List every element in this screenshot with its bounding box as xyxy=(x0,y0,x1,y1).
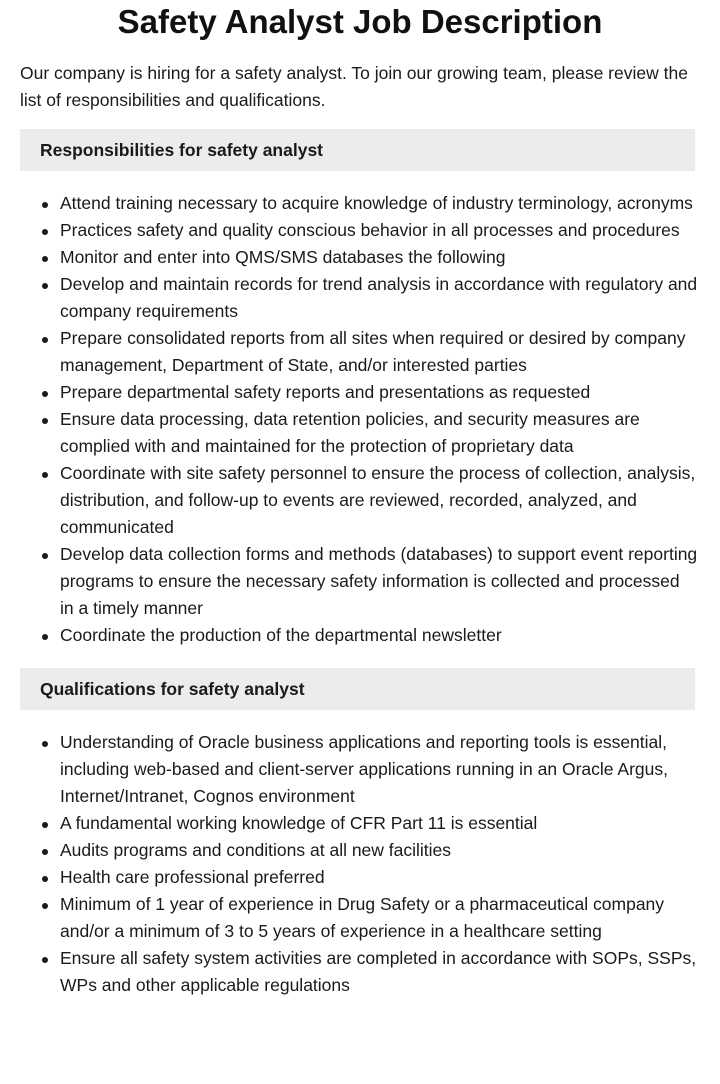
qualification-item: Health care professional preferred xyxy=(60,864,698,891)
responsibility-item: Prepare consolidated reports from all sites when required or desired by company management, Department of State, and/or interested parties xyxy=(60,325,698,379)
qualification-item: Understanding of Oracle business applications and reporting tools is essential, including web-based and client-server applications running in an Oracle Argus, Internet/Intranet, Cognos environment xyxy=(60,729,698,810)
qualification-item: Ensure all safety system activities are completed in accordance with SOPs, SSPs, WPs and other applicable regulations xyxy=(60,945,698,999)
responsibility-item: Monitor and enter into QMS/SMS databases the following xyxy=(60,244,698,271)
intro-paragraph: Our company is hiring for a safety analyst. To join our growing team, please review the list of responsibilities and qualifications. xyxy=(20,63,688,110)
responsibilities-heading: Responsibilities for safety analyst xyxy=(20,129,695,171)
responsibility-item: Practices safety and quality conscious behavior in all processes and procedures xyxy=(60,217,698,244)
responsibilities-list xyxy=(20,190,698,649)
qualification-item: A fundamental working knowledge of CFR Part 11 is essential xyxy=(60,810,698,837)
responsibility-item: Ensure data processing, data retention policies, and security measures are complied with and maintained for the protection of proprietary data xyxy=(60,406,698,460)
responsibility-item: Develop and maintain records for trend analysis in accordance with regulatory and company requirements xyxy=(60,271,698,325)
qualifications-list xyxy=(20,729,698,999)
qualification-item: Minimum of 1 year of experience in Drug Safety or a pharmaceutical company and/or a minimum of 3 to 5 years of experience in a healthcare setting xyxy=(60,891,698,945)
responsibility-item: Coordinate with site safety personnel to ensure the process of collection, analysis, distribution, and follow-up to events are reviewed, recorded, analyzed, and communicated xyxy=(60,460,698,541)
responsibility-item: Prepare departmental safety reports and presentations as requested xyxy=(60,379,698,406)
qualification-item: Audits programs and conditions at all new facilities xyxy=(60,837,698,864)
page-title: Safety Analyst Job Description xyxy=(117,3,603,40)
responsibility-item: Attend training necessary to acquire knowledge of industry terminology, acronyms xyxy=(60,190,698,217)
responsibility-item: Develop data collection forms and methods (databases) to support event reporting programs to ensure the necessary safety information is collected and processed in a timely manner xyxy=(60,541,698,622)
qualifications-heading: Qualifications for safety analyst xyxy=(20,668,695,710)
responsibility-item: Coordinate the production of the departmental newsletter xyxy=(60,622,698,649)
